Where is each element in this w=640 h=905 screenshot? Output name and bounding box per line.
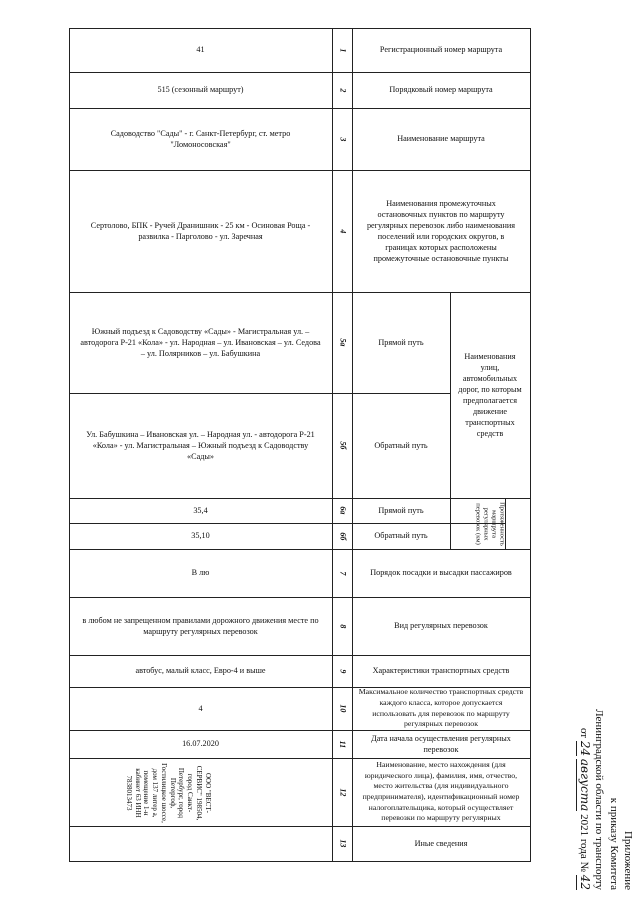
value-9: автобус, малый класс, Евро-4 и выше	[135, 666, 266, 676]
row-num-6a: 6а	[338, 506, 348, 515]
row-num-10: 10	[338, 704, 348, 713]
row-num-2: 2	[338, 87, 348, 92]
row-num-5b: 5б	[338, 441, 348, 450]
row-num-1: 1	[338, 47, 348, 52]
group5-label: Наименования улиц, автомобильных дорог, по которым предполагается движение транспортных средств	[458, 351, 522, 439]
row-num-3: 3	[338, 136, 348, 141]
row-num-9: 9	[338, 668, 348, 673]
label-5b: Обратный путь	[374, 440, 428, 450]
value-10: 4	[198, 703, 203, 713]
value-4: Сертолово, БПК - Ручей Дранишник - 25 км - Осиновая Роща - развилка - Парголово - ул. Заречная	[90, 220, 311, 241]
value-6b: 35,10	[191, 531, 210, 541]
row-num-7: 7	[338, 570, 348, 575]
value-1: 41	[196, 45, 205, 55]
value-7: В лю	[191, 568, 210, 578]
label-10: Максимальное количество транспортных средств каждого класса, которое допускается использовать для перевозок по маршруту регулярных перевозок	[358, 687, 524, 729]
header-line2: к приказу Комитета	[607, 797, 620, 890]
appendix-header	[565, 600, 635, 890]
row-num-4: 4	[338, 228, 348, 233]
value-5b: Ул. Бабушкина – Ивановская ул. – Народная ул. - автодорога Р-21 «Кола» - ул. Магистральная – Южный подъезд к Садоводству «Сады»	[86, 429, 315, 462]
row-num-13: 13	[338, 839, 348, 848]
header-line1: Приложение	[622, 830, 634, 890]
label-12: Наименование, место нахождения (для юридического лица), фамилия, имя, отчество, место жительства (для индивидуального предпринимателя), идентификационный номер налогоплательщика, который осуществляет перевозки по маршруту регулярных	[362, 760, 520, 823]
header-month: августа	[576, 759, 593, 811]
table-border-right	[530, 28, 531, 861]
row-num-8: 8	[338, 623, 348, 628]
value-12-cell	[69, 758, 332, 826]
header-line3: Ленинградской области по транспорту	[593, 709, 606, 890]
label-6b: Обратный путь	[374, 531, 428, 541]
label-1: Регистрационный номер маршрута	[379, 45, 503, 55]
row-num-11: 11	[338, 740, 348, 748]
label-11: Дата начала осуществления регулярных перевозок	[371, 733, 511, 754]
row-line	[69, 861, 531, 862]
label-7: Порядок посадки и высадки пассажиров	[370, 568, 512, 578]
label-9: Характеристики транспортных средств	[372, 666, 510, 676]
label-13: Иные сведения	[414, 838, 468, 848]
label-3: Наименование маршрута	[397, 134, 485, 144]
group6-label-cell	[450, 498, 530, 549]
value-2: 515 (сезонный маршрут)	[157, 85, 244, 95]
row-num-12: 12	[338, 787, 348, 796]
value-5a: Южный подъезд к Садоводству «Сады» - Магистральная ул. – автодорога Р-21 «Кола» - ул. Народная – ул. Ивановская – ул. Седова – ул. Полярников – ул. Бабушкина	[80, 326, 321, 359]
header-day: 24	[576, 741, 593, 756]
value-8: в любом не запрещенном правилами дорожного движения месте по маршруту регулярных перевозок	[82, 615, 319, 636]
header-number: 42	[576, 875, 593, 890]
label-5a: Прямой путь	[378, 337, 424, 347]
value-6a: 35,4	[193, 505, 208, 515]
row-num-6b: 6б	[338, 531, 348, 540]
label-6a: Прямой путь	[378, 505, 424, 515]
group6-label: Протяженность маршрута регулярных перевозок (км)	[474, 502, 506, 546]
value-11: 16.07.2020	[182, 739, 219, 749]
row-num-5a: 5а	[338, 338, 348, 347]
label-4: Наименования промежуточных остановочных пунктов по маршруту регулярных перевозок либо наименования поселений или городских округов, в границах которых расположены промежуточные остановочные пункты	[366, 198, 516, 264]
header-line4: от 24 августа 2021 года № 42	[576, 600, 593, 890]
label-8: Вид регулярных перевозок	[394, 621, 488, 631]
value-13	[69, 826, 332, 861]
value-3: Садоводство "Сады" - г. Санкт-Петербург, ст. метро "Ломоносовская"	[110, 128, 291, 149]
label-2: Порядковый номер маршрута	[389, 85, 493, 95]
value-12: ООО "ВЕСТ-СЕРВИС" 198504, город Санкт-Петербург, город Петергоф, Гостилицкое шоссе, дом 137 литер а, помещение 1-н кабинет 63 ИНН 7838013473	[125, 763, 212, 823]
